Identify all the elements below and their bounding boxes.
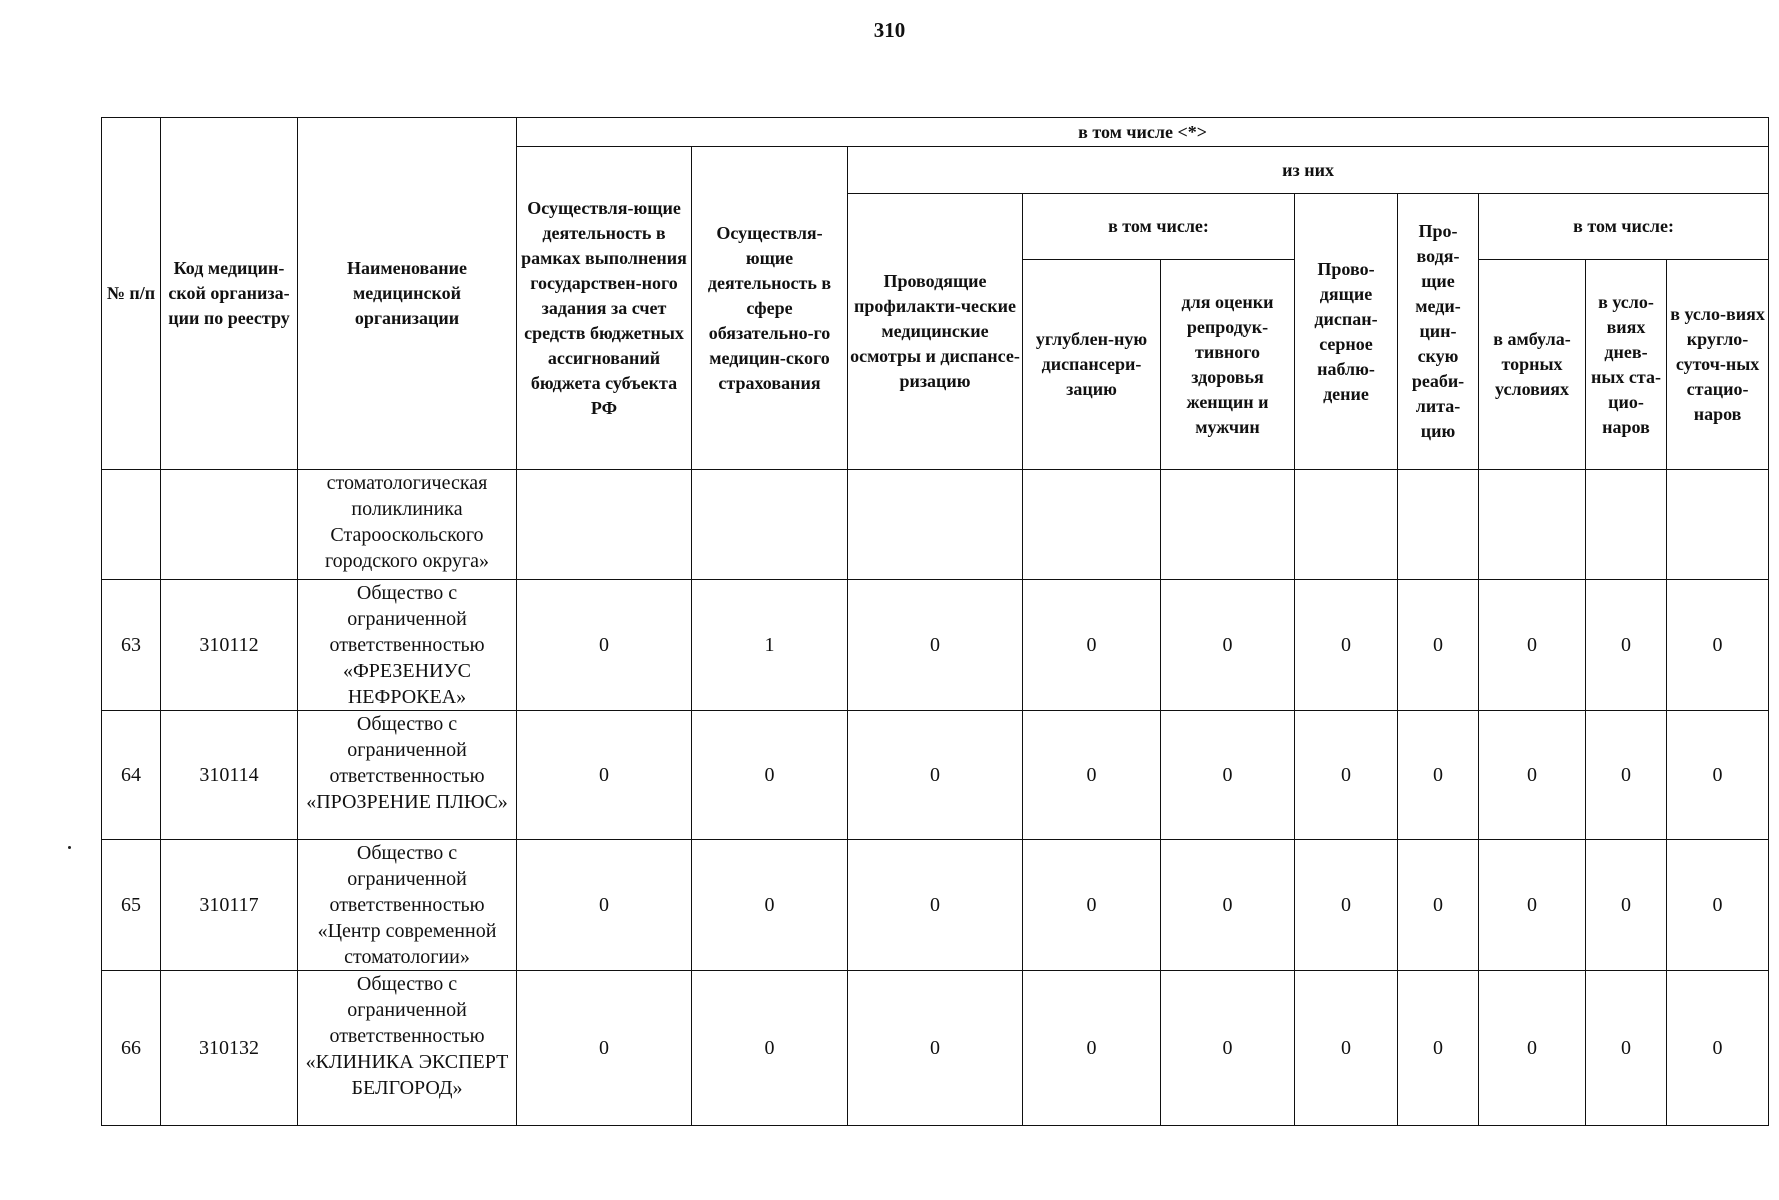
header-deep-disp: углублен-ную диспансери-зацию (1023, 260, 1161, 470)
header-num: № п/п (102, 118, 161, 470)
table-row (102, 971, 1769, 1126)
cell-reproductive: 0 (1161, 971, 1295, 1126)
cell-reproductive (1161, 470, 1295, 580)
cell-prof-exams (848, 470, 1023, 580)
cell-name: Общество с ограниченной ответственностью «ФРЕЗЕНИУС НЕФРОКЕА» (298, 580, 517, 711)
cell-rehab: 0 (1398, 840, 1479, 971)
cell-name: Общество с ограниченной ответственностью «ПРОЗРЕНИЕ ПЛЮС» (298, 711, 517, 840)
cell-disp-observation: 0 (1295, 580, 1398, 711)
cell-disp-observation: 0 (1295, 840, 1398, 971)
cell-outpatient: 0 (1479, 971, 1586, 1126)
table-row (102, 470, 1769, 580)
cell-outpatient: 0 (1479, 711, 1586, 840)
cell-state-task: 0 (517, 971, 692, 1126)
cell-round-clock: 0 (1667, 971, 1769, 1126)
table-row (102, 840, 1769, 971)
table-header (102, 118, 1769, 470)
cell-num (102, 470, 161, 580)
cell-deep-disp: 0 (1023, 971, 1161, 1126)
header-of-them: из них (848, 147, 1769, 194)
cell-name: стоматологическая поликлиника Старооскольского городского округа» (298, 470, 517, 580)
table-row (102, 711, 1769, 840)
header-code: Код медицин-ской организа-ции по реестру (161, 118, 298, 470)
cell-deep-disp (1023, 470, 1161, 580)
cell-outpatient (1479, 470, 1586, 580)
cell-oms: 0 (692, 840, 848, 971)
cell-oms: 0 (692, 971, 848, 1126)
cell-code: 310132 (161, 971, 298, 1126)
cell-code: 310112 (161, 580, 298, 711)
cell-day-hospital: 0 (1586, 840, 1667, 971)
header-disp-observation: Прово-дящие диспан-серное наблю-дение (1295, 194, 1398, 470)
cell-prof-exams: 0 (848, 971, 1023, 1126)
cell-reproductive: 0 (1161, 840, 1295, 971)
cell-state-task (517, 470, 692, 580)
header-prof-exams: Проводящие профилакти-ческие медицинские осмотры и диспансе-ризацию (848, 194, 1023, 470)
header-including-a: в том числе: (1023, 194, 1295, 260)
cell-day-hospital: 0 (1586, 580, 1667, 711)
header-rehab: Про-водя-щие меди-цин-скую реаби-лита-цию (1398, 194, 1479, 470)
cell-name: Общество с ограниченной ответственностью «КЛИНИКА ЭКСПЕРТ БЕЛГОРОД» (298, 971, 517, 1126)
cell-oms (692, 470, 848, 580)
header-outpatient: в амбула-торных условиях (1479, 260, 1586, 470)
cell-day-hospital: 0 (1586, 711, 1667, 840)
cell-rehab: 0 (1398, 580, 1479, 711)
cell-rehab (1398, 470, 1479, 580)
cell-prof-exams: 0 (848, 580, 1023, 711)
cell-day-hospital: 0 (1586, 971, 1667, 1126)
cell-round-clock: 0 (1667, 711, 1769, 840)
cell-round-clock (1667, 470, 1769, 580)
cell-deep-disp: 0 (1023, 711, 1161, 840)
cell-oms: 1 (692, 580, 848, 711)
header-including-b: в том числе: (1479, 194, 1769, 260)
header-including: в том числе <*> (517, 118, 1769, 147)
page-number: 310 (873, 18, 906, 42)
cell-reproductive: 0 (1161, 580, 1295, 711)
cell-code: 310114 (161, 711, 298, 840)
cell-disp-observation: 0 (1295, 711, 1398, 840)
cell-disp-observation: 0 (1295, 971, 1398, 1126)
cell-num: 63 (102, 580, 161, 711)
cell-rehab: 0 (1398, 971, 1479, 1126)
cell-round-clock: 0 (1667, 840, 1769, 971)
cell-round-clock: 0 (1667, 580, 1769, 711)
cell-num: 66 (102, 971, 161, 1126)
cell-state-task: 0 (517, 580, 692, 711)
cell-state-task: 0 (517, 711, 692, 840)
cell-code (161, 470, 298, 580)
scan-dot (68, 846, 71, 849)
cell-name: Общество с ограниченной ответственностью «Центр современной стоматологии» (298, 840, 517, 971)
table-row (102, 580, 1769, 711)
cell-outpatient: 0 (1479, 580, 1586, 711)
header-reproductive: для оценки репродук-тивного здоровья женщин и мужчин (1161, 260, 1295, 470)
cell-outpatient: 0 (1479, 840, 1586, 971)
header-day-hospital: в усло-виях днев-ных ста-цио-наров (1586, 260, 1667, 470)
cell-prof-exams: 0 (848, 711, 1023, 840)
cell-reproductive: 0 (1161, 711, 1295, 840)
cell-prof-exams: 0 (848, 840, 1023, 971)
registry-table (101, 117, 1769, 1126)
cell-num: 64 (102, 711, 161, 840)
header-state-task: Осуществля-ющие деятельность в рамках выполнения государствен-ного задания за счет средств бюджетных ассигнований бюджета субъекта РФ (517, 147, 692, 470)
cell-num: 65 (102, 840, 161, 971)
cell-code: 310117 (161, 840, 298, 971)
cell-deep-disp: 0 (1023, 840, 1161, 971)
cell-deep-disp: 0 (1023, 580, 1161, 711)
cell-state-task: 0 (517, 840, 692, 971)
header-oms: Осуществля-ющие деятельность в сфере обязательно-го медицин-ского страхования (692, 147, 848, 470)
header-name: Наименование медицинской организации (298, 118, 517, 470)
cell-rehab: 0 (1398, 711, 1479, 840)
table-body (102, 470, 1769, 1126)
cell-oms: 0 (692, 711, 848, 840)
header-round-clock: в усло-виях кругло-суточ-ных стацио-наров (1667, 260, 1769, 470)
cell-day-hospital (1586, 470, 1667, 580)
cell-disp-observation (1295, 470, 1398, 580)
